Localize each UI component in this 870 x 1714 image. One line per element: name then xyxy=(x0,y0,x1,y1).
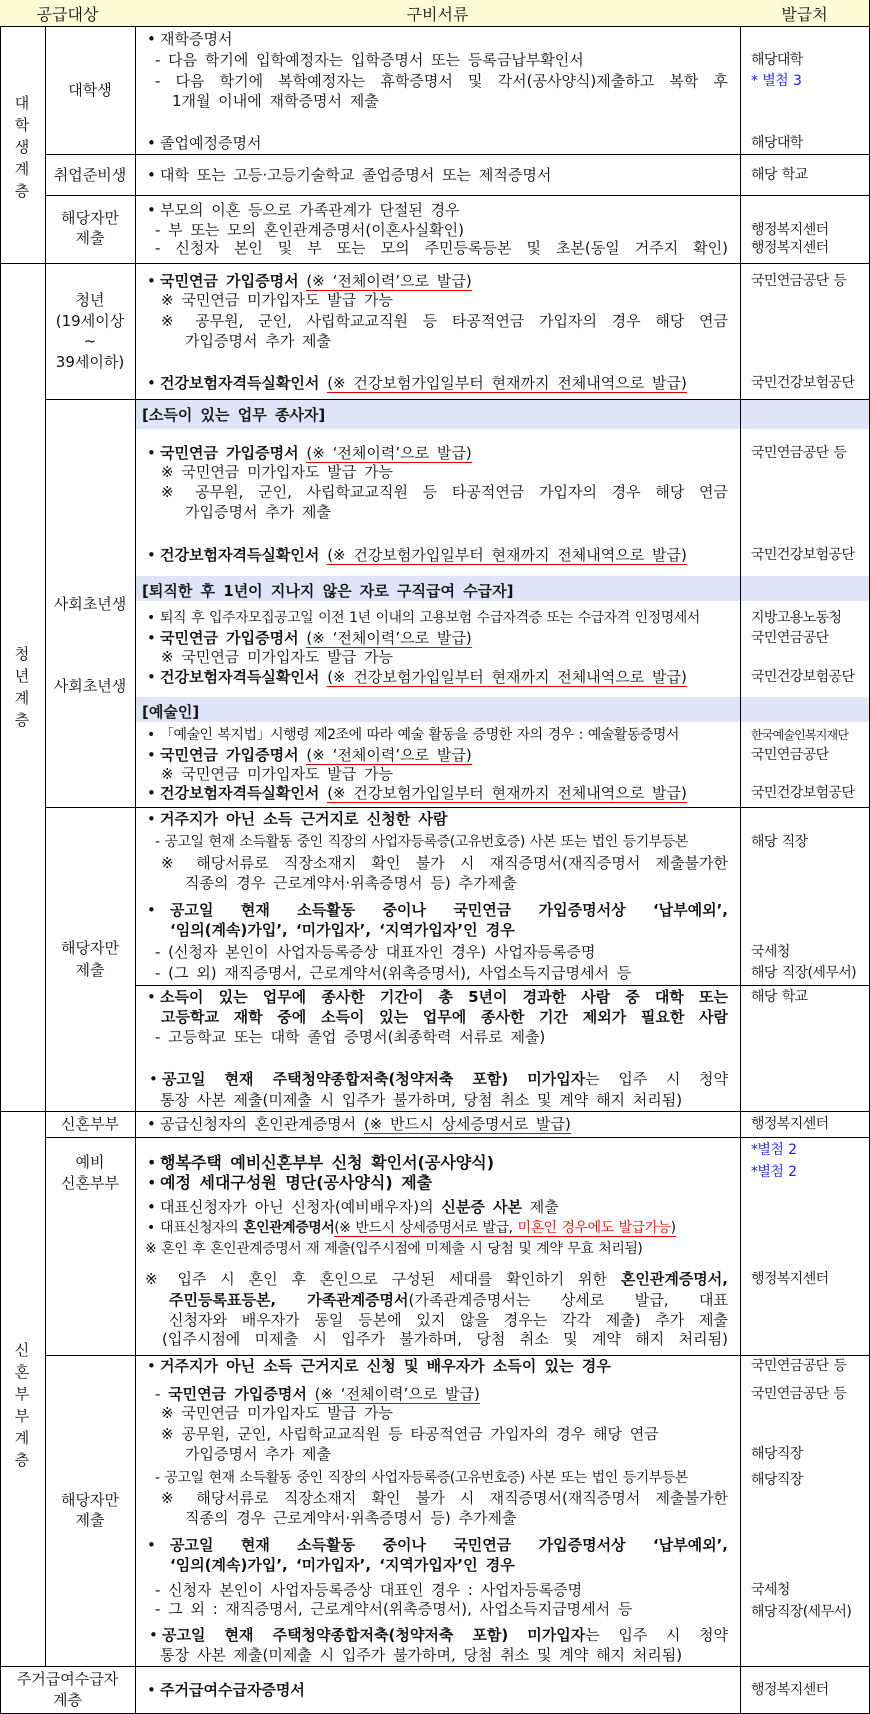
sub-label: 사회초년생 xyxy=(53,595,127,613)
issuer: 한국예술인복지재단 xyxy=(751,728,849,742)
issuer: 국세청 xyxy=(751,1582,790,1598)
doc-line xyxy=(145,1269,728,1289)
doc-title: 신분증 사본 xyxy=(441,1198,523,1216)
doc-line xyxy=(162,1069,728,1089)
doc-line: • 퇴직 후 입주자모집공고일 이전 1년 이내의 고용보험 수급자격증 또는 수급자격 인정명세서 xyxy=(160,608,700,628)
doc-text: 는 입주 시 청약 xyxy=(585,1626,728,1644)
doc-line: ※ 공무원, 군인, 사립학교교직원 등 타공적연금 가입자의 경우 해당 연금 xyxy=(161,1425,659,1443)
issuer: 국민연금공단 xyxy=(751,630,829,646)
doc-line xyxy=(160,745,472,765)
doc-line xyxy=(160,667,687,687)
doc-line: • 주거급여수급자증명서 xyxy=(160,1680,305,1700)
issuer: 국민연금공단 등 xyxy=(751,273,847,289)
doc-line: - 공고일 현재 소득활동 중인 직장의 사업자등록증(고유번호증) 사본 또는 법인 등기부등본 xyxy=(155,1470,688,1486)
annex-link[interactable]: * 별첨 3 xyxy=(751,73,802,89)
doc-line: 가입증명서 추가 제출 xyxy=(185,503,331,521)
doc-line: ※ 국민연금 미가입자도 발급 가능 xyxy=(161,648,394,666)
doc-line: • 대학 또는 고등·고등기술학교 졸업증명서 또는 제적증명서 xyxy=(160,165,551,185)
issuer: 국민연금공단 등 xyxy=(751,445,847,461)
header-documents: 구비서류 xyxy=(135,0,741,27)
issuer: 해당직장 xyxy=(751,1446,803,1462)
issuer: 해당대학 xyxy=(751,135,803,151)
doc-line: ※ 국민연금 미가입자도 발급 가능 xyxy=(161,291,394,309)
doc-text: 제출 xyxy=(522,1198,559,1216)
sub-label: 예비 xyxy=(75,1153,105,1171)
doc-line xyxy=(155,1384,480,1404)
doc-line xyxy=(160,783,687,803)
doc-line: • 거주지가 아닌 소득 근거지로 신청 및 배우자가 소득이 있는 경우 xyxy=(160,1356,611,1376)
doc-title: 국민연금 가입증명서 xyxy=(168,1385,307,1403)
issuer: 해당 직장(세무서) xyxy=(751,965,857,981)
doc-line xyxy=(162,1625,728,1645)
group-newlywed xyxy=(0,1143,44,1666)
doc-title: 건강보험자격득실확인서 xyxy=(160,668,320,686)
issuer: 국민건강보험공단 xyxy=(751,785,855,801)
group-label: 청년계층 xyxy=(14,645,30,729)
doc-line: ※ 공무원, 군인, 사립학교교직원 등 타공적연금 가입자의 경우 해당 연금 xyxy=(161,312,728,330)
doc-title: 국민연금 가입증명서 xyxy=(160,746,299,764)
doc-text: 공급신청자의 혼인관계증명서 xyxy=(160,1115,364,1133)
doc-title: 공고일 현재 주택청약종합저축(청약저축 포함) 미가입자 xyxy=(162,1626,586,1644)
issuer: 국민연금공단 등 xyxy=(751,1386,847,1402)
doc-line: • 재학증명서 xyxy=(160,29,232,49)
issuer: 해당 학교 xyxy=(751,167,808,183)
doc-line xyxy=(160,443,472,463)
doc-line xyxy=(160,1218,676,1238)
issuer: 국민건강보험공단 xyxy=(751,669,855,685)
issuer: 해당직장 xyxy=(751,1472,803,1488)
group-youth xyxy=(0,263,44,1111)
doc-text: 대표신청자의 xyxy=(160,1220,244,1236)
issuer: 국민연금공단 등 xyxy=(751,1358,847,1374)
sub-label: 해당자만 xyxy=(61,209,119,227)
doc-text: - xyxy=(155,1385,169,1403)
sub-label: 사회초년생 xyxy=(53,677,127,695)
doc-line: - 신청자 본인 및 부 또는 모의 주민등록등본 및 초본(동일 거주지 확인) xyxy=(155,239,728,257)
doc-line: ※ 해당서류로 직장소재지 확인 불가 시 재직증명서(재직증명서 제출불가한 xyxy=(161,854,728,872)
doc-line: - 다음 학기에 입학예정자는 입학증명서 또는 등록금납부확인서 xyxy=(155,51,584,69)
doc-line: • 공고일 현재 소득활동 중이나 국민연금 가입증명서상 ‘납부예외’, xyxy=(170,900,728,920)
doc-line: - 다음 학기에 복학예정자는 휴학증명서 및 각서(공사양식)제출하고 복학 후 xyxy=(155,72,728,90)
issuer: 지방고용노동청 xyxy=(751,610,842,626)
doc-line: • 부모의 이혼 등으로 가족관계가 단절된 경우 xyxy=(160,200,460,220)
doc-text: ※ 입주 시 혼인 후 혼인으로 구성된 세대를 확인하기 위한 xyxy=(145,1270,621,1288)
doc-line: 가입증명서 추가 제출 xyxy=(185,332,331,350)
band-title: [소득이 있는 업무 종사자] xyxy=(142,406,326,424)
doc-title: 국민연금 가입증명서 xyxy=(160,444,299,462)
doc-title: 국민연금 가입증명서 xyxy=(160,629,299,647)
doc-line: ※ 해당서류로 직장소재지 확인 불가 시 재직증명서(재직증명서 제출불가한 xyxy=(161,1489,728,1507)
sub-label: ~ xyxy=(83,332,97,350)
doc-title: 주민등록표등본, xyxy=(169,1291,308,1309)
doc-note: (※ ‘전체이력’으로 발급) xyxy=(306,272,472,290)
annex-link[interactable]: *별첨 2 xyxy=(751,1164,797,1180)
header-target: 공급대상 xyxy=(0,0,136,27)
doc-title: 혼인관계증명서 xyxy=(243,1220,335,1236)
doc-note-text: ) xyxy=(670,1220,676,1236)
sub-cell xyxy=(45,806,136,1112)
issuer: 행정복지센터 xyxy=(751,240,829,256)
sub-label: 취업준비생 xyxy=(53,166,127,184)
doc-text: 는 입주 시 청약 xyxy=(585,1070,728,1088)
doc-line: 통장 사본 제출(미제출 시 입주가 불가하며, 당첨 취소 및 계약 해지 처리됨) xyxy=(160,1091,683,1109)
doc-line: 고등학교 재학 중에 소득이 있는 업무에 종사한 기간 제외가 필요한 사람 xyxy=(161,1008,728,1026)
doc-note xyxy=(334,1220,675,1237)
doc-line: - (신청자 본인이 사업자등록증상 대표자인 경우) 사업자등록증명 xyxy=(155,943,596,961)
sub-label: (19세이상 xyxy=(55,312,125,330)
doc-line: 직종의 경우 근로계약서·위촉증명서 등) 추가제출 xyxy=(185,874,517,892)
doc-text: 대표신청자가 아닌 신청자(예비배우자)의 xyxy=(160,1198,442,1216)
doc-line: • 거주지가 아닌 소득 근거지로 신청한 사람 xyxy=(160,809,447,829)
sub-label: 해당자만 xyxy=(61,939,119,957)
doc-line: • 소득이 있는 업무에 종사한 기간이 총 5년이 경과한 사람 중 대학 또는 xyxy=(160,987,728,1007)
sub-label: 제출 xyxy=(75,229,105,247)
doc-line xyxy=(160,1114,571,1134)
header-issuer: 발급처 xyxy=(740,0,870,27)
doc-line: - 부 또는 모의 혼인관계증명서(이혼사실확인) xyxy=(155,221,465,239)
doc-note: (※ ‘전체이력’으로 발급) xyxy=(306,444,472,462)
issuer: 행정복지센터 xyxy=(751,1116,829,1132)
doc-line: • 「예술인 복지법」시행령 제2조에 따라 예술 활동을 증명한 자의 경우 : 예술활동증명서 xyxy=(160,725,679,745)
doc-title: 국민연금 가입증명서 xyxy=(160,272,299,290)
doc-note: (※ 건강보험가입일부터 현재까지 전체내역으로 발급) xyxy=(327,374,687,392)
group-college xyxy=(0,27,44,267)
doc-line: - 고등학교 또는 대학 졸업 증명서(최종학력 서류로 제출) xyxy=(155,1028,546,1046)
doc-note: (※ ‘전체이력’으로 발급) xyxy=(314,1385,480,1403)
doc-line xyxy=(160,373,687,393)
issuer: 국민건강보험공단 xyxy=(751,547,855,563)
doc-title: 혼인관계증명서, xyxy=(620,1270,728,1288)
doc-line: - 공고일 현재 소득활동 중인 직장의 사업자등록증(고유번호증) 사본 또는 법인 등기부등본 xyxy=(155,834,688,850)
group-label: 신혼부부계층 xyxy=(14,1340,30,1469)
sub-label: 청년 xyxy=(75,291,105,309)
annex-link[interactable]: *별첨 2 xyxy=(751,1142,797,1158)
doc-line: • 행복주택 예비신혼부부 신청 확인서(공사양식) xyxy=(160,1153,494,1173)
doc-title: 건강보험자격득실확인서 xyxy=(160,546,320,564)
doc-note: (※ 건강보험가입일부터 현재까지 전체내역으로 발급) xyxy=(327,784,687,802)
issuer: 국민건강보험공단 xyxy=(751,375,855,391)
doc-line: ‘임의(계속)가입’, ‘미가입자’, ‘지역가입자’인 경우 xyxy=(170,921,515,939)
sub-label: 해당자만 xyxy=(61,1491,119,1509)
doc-line: ※ 국민연금 미가입자도 발급 가능 xyxy=(161,463,394,481)
doc-line: (입주시점에 미제출 시 입주가 불가하며, 당첨 취소 및 계약 해지 처리됨) xyxy=(162,1330,728,1348)
sub-label: 대학생 xyxy=(68,81,112,99)
doc-note: (※ 건강보험가입일부터 현재까지 전체내역으로 발급) xyxy=(327,546,687,564)
doc-note: (※ 반드시 상세증명서로 발급) xyxy=(363,1115,571,1133)
doc-line: 1개월 이내에 재학증명서 제출 xyxy=(172,92,379,110)
doc-note: (※ 건강보험가입일부터 현재까지 전체내역으로 발급) xyxy=(327,668,687,686)
doc-line xyxy=(160,545,687,565)
issuer: 행정복지센터 xyxy=(751,1271,829,1287)
doc-note: (※ ‘전체이력’으로 발급) xyxy=(306,746,472,764)
doc-line: - (그 외) 재직증명서, 근로계약서(위촉증명서), 사업소득지급명세서 등 xyxy=(155,964,632,982)
sub-label: 제출 xyxy=(75,1511,105,1529)
doc-line xyxy=(160,1197,559,1217)
group-label: 대학생계층 xyxy=(14,94,30,200)
doc-line: ※ 공무원, 군인, 사립학교교직원 등 타공적연금 가입자의 경우 해당 연금 xyxy=(161,483,728,501)
doc-line: • 예정 세대구성원 명단(공사양식) 제출 xyxy=(160,1173,432,1193)
issuer: 행정복지센터 xyxy=(751,222,829,238)
doc-line: - 신청자 본인이 사업자등록증상 대표인 경우 : 사업자등록증명 xyxy=(155,1581,583,1599)
group-housing-label: 주거급여수급자 xyxy=(16,1670,119,1688)
doc-title: 건강보험자격득실확인서 xyxy=(160,374,320,392)
sub-label: 신혼부부 xyxy=(61,1115,119,1133)
doc-line: ‘임의(계속)가입’, ‘미가입자’, ‘지역가입자’인 경우 xyxy=(170,1556,515,1574)
doc-line: 신청자와 배우자가 동일 등본에 있지 않을 경우는 각각 제출) 추가 제출 xyxy=(169,1311,728,1329)
issuer: 국세청 xyxy=(751,944,790,960)
doc-line: 가입증명서 추가 제출 xyxy=(185,1445,331,1463)
group-housing-label: 계층 xyxy=(53,1691,82,1709)
doc-title: 가족관계증명서 xyxy=(307,1291,409,1309)
doc-note-warning: 미혼인 경우에도 발급가능 xyxy=(517,1220,671,1236)
doc-line: ※ 혼인 후 혼인관계증명서 재 제출(입주시점에 미제출 시 당첨 및 계약 무효 처리됨) xyxy=(145,1241,643,1257)
doc-title: 공고일 현재 주택청약종합저축(청약저축 포함) 미가입자 xyxy=(162,1070,586,1088)
doc-line xyxy=(169,1290,728,1310)
issuer: 행정복지센터 xyxy=(751,1682,829,1698)
doc-line: 통장 사본 제출(미제출 시 입주가 불가하며, 당첨 취소 및 계약 해지 처리됨) xyxy=(160,1646,683,1664)
band-title: [퇴직한 후 1년이 지나지 않은 자로 구직급여 수급자] xyxy=(142,582,514,600)
doc-line: - 그 외 : 재직증명서, 근로계약서(위촉증명서), 사업소득지급명세서 등 xyxy=(155,1600,633,1618)
sub-label: 제출 xyxy=(75,961,105,979)
doc-line: • 공고일 현재 소득활동 중이나 국민연금 가입증명서상 ‘납부예외’, xyxy=(170,1535,728,1555)
doc-line: ※ 국민연금 미가입자도 발급 가능 xyxy=(161,1404,394,1422)
band-title: [예술인] xyxy=(142,703,200,721)
doc-line: ※ 국민연금 미가입자도 발급 가능 xyxy=(161,765,394,783)
doc-text: (가족관계증명서는 상세로 발급, 대표 xyxy=(408,1291,728,1309)
doc-line xyxy=(160,628,472,648)
doc-note: (※ ‘전체이력’으로 발급) xyxy=(306,629,472,647)
sub-label: 신혼부부 xyxy=(61,1174,119,1192)
doc-line: 직종의 경우 근로계약서·위촉증명서 등) 추가제출 xyxy=(185,1509,517,1527)
sub-label: 39세이하) xyxy=(55,353,125,371)
issuer: 해당 직장 xyxy=(751,834,808,850)
doc-title: 건강보험자격득실확인서 xyxy=(160,784,320,802)
doc-line xyxy=(160,271,472,291)
issuer: 국민연금공단 xyxy=(751,747,829,763)
issuer: 해당 학교 xyxy=(751,989,808,1005)
doc-note-text: (※ 반드시 상세증명서로 발급, xyxy=(334,1220,518,1236)
doc-line: • 졸업예정증명서 xyxy=(160,133,261,153)
issuer: 해당직장(세무서) xyxy=(751,1604,852,1620)
issuer: 해당대학 xyxy=(751,52,803,68)
